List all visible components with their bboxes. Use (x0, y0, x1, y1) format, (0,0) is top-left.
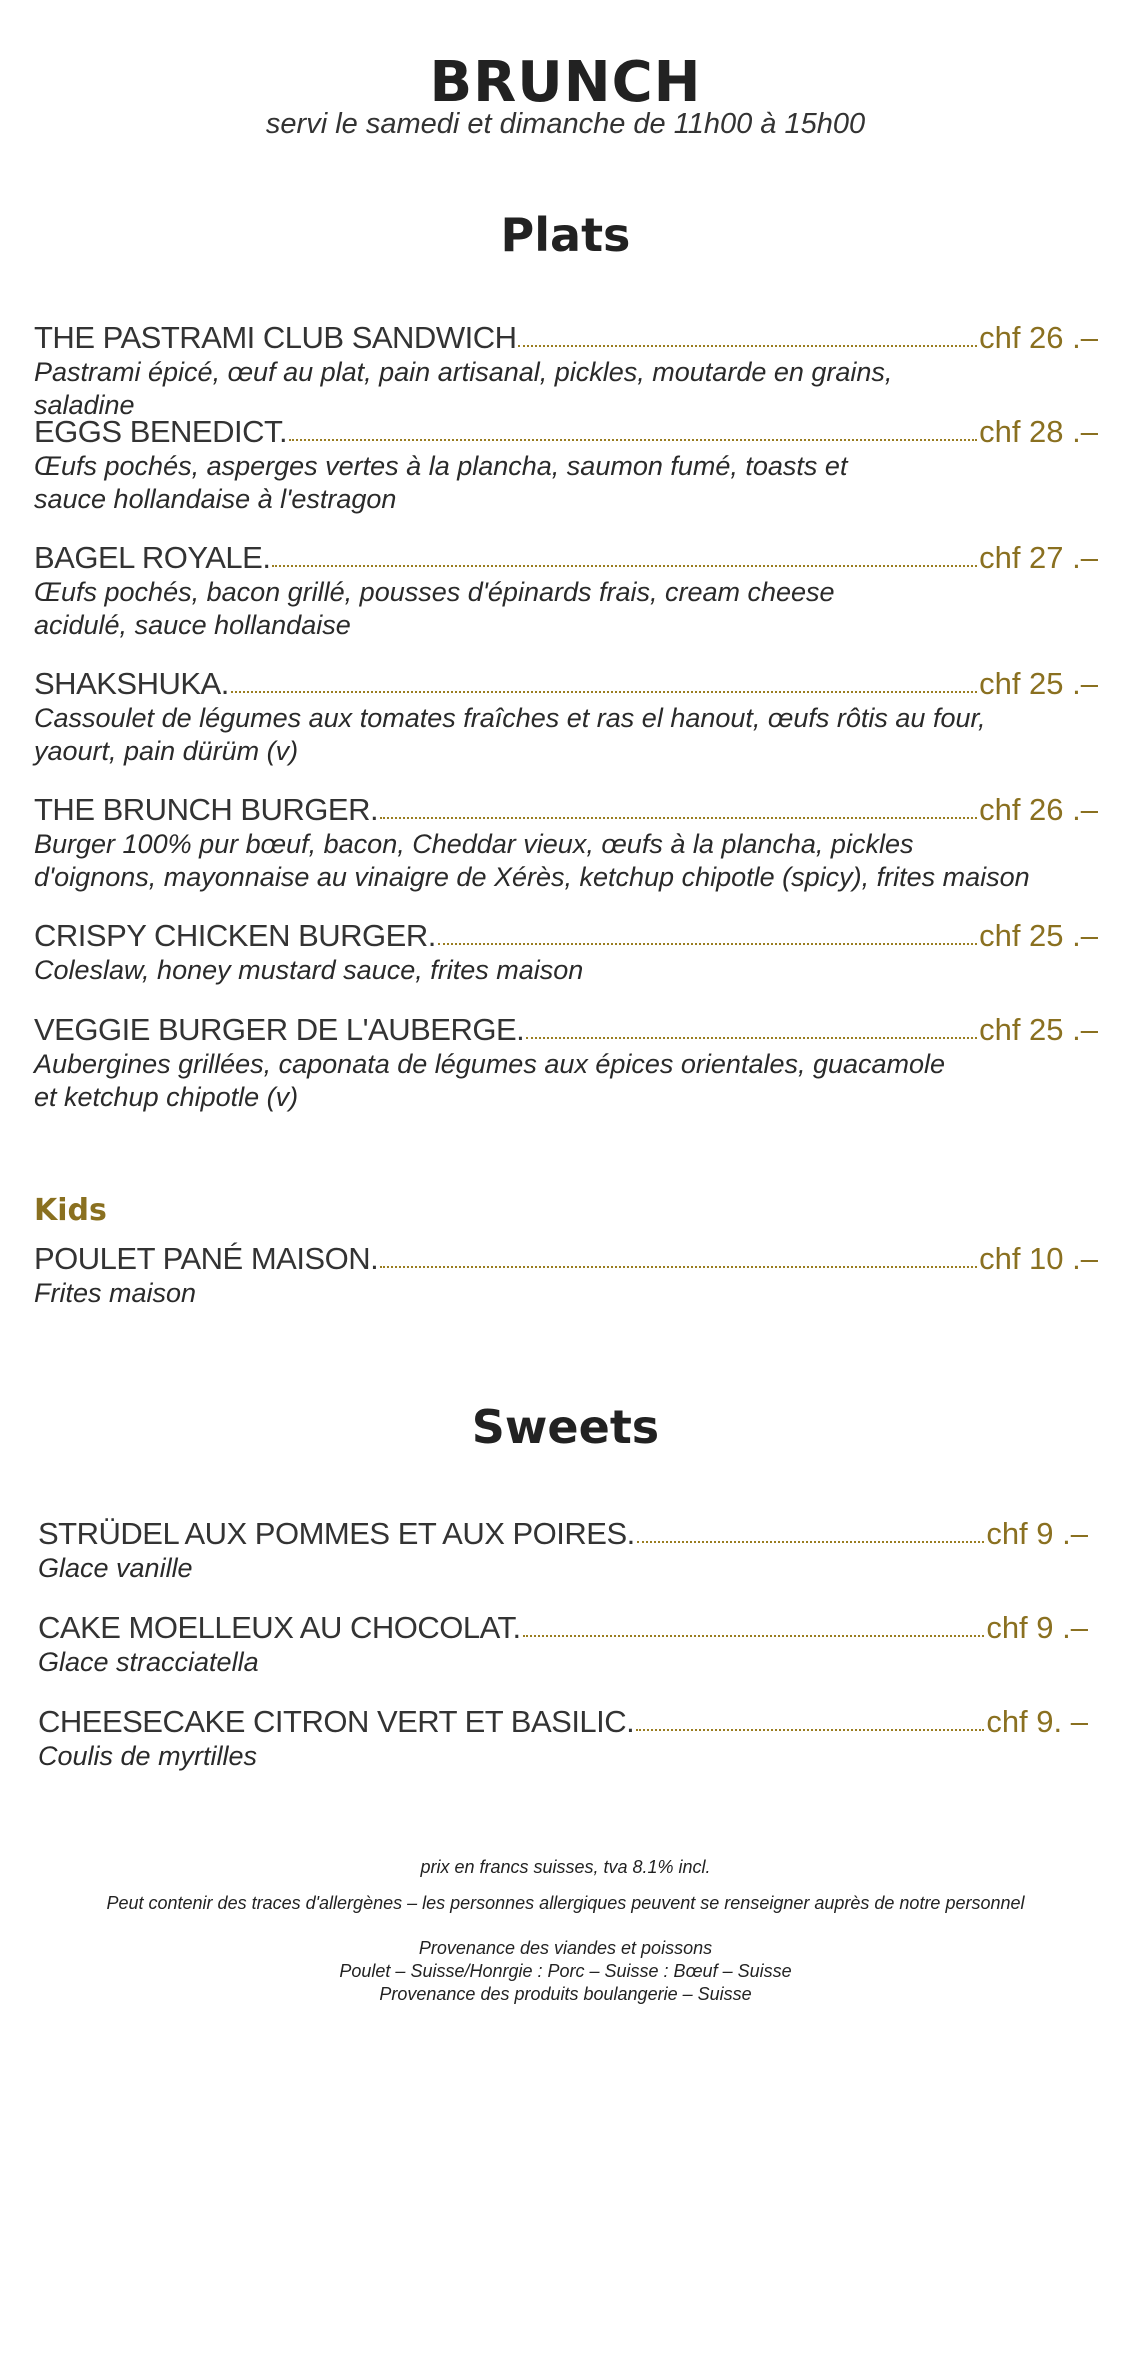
prices-note: prix en francs suisses, tva 8.1% incl. (420, 1857, 711, 1877)
section-title-kids: Kids (34, 1193, 107, 1228)
item-name: SHAKSHUKA. (34, 666, 229, 701)
leader-dots (289, 438, 977, 441)
leader-dots (231, 690, 977, 693)
item-description: Glace vanille (38, 1553, 193, 1583)
menu-item (34, 410, 1098, 516)
section-title-plats: Plats (500, 208, 631, 262)
menu-item (34, 1237, 1098, 1310)
item-description: Coulis de myrtilles (38, 1741, 258, 1771)
item-price: chf 25 .– (979, 666, 1098, 701)
item-name: THE PASTRAMI CLUB SANDWICH (34, 320, 517, 355)
item-price: chf 27 .– (979, 540, 1098, 575)
item-price: chf 9 .– (986, 1610, 1088, 1645)
menu-item (38, 1606, 1088, 1679)
menu-subtitle: servi le samedi et dimanche de 11h00 à 15h00 (265, 108, 866, 140)
item-description: Œufs pochés, bacon grillé, pousses d'épinards frais, cream cheese acidulé, sauce hollandaise (34, 577, 835, 640)
leader-dots (526, 1036, 977, 1039)
origin-block (0, 1937, 1131, 2006)
item-price: chf 26 .– (979, 792, 1098, 827)
item-price: chf 25 .– (979, 1012, 1098, 1047)
item-name: BAGEL ROYALE. (34, 540, 271, 575)
item-name: VEGGIE BURGER DE L'AUBERGE. (34, 1012, 525, 1047)
menu-item (34, 536, 1098, 642)
item-description: Frites maison (34, 1278, 197, 1308)
menu-item (34, 914, 1098, 987)
item-price: chf 26 .– (979, 320, 1098, 355)
menu-item (34, 1008, 1098, 1114)
item-price: chf 28 .– (979, 414, 1098, 449)
section-title-sweets: Sweets (471, 1400, 660, 1454)
allergens-note: Peut contenir des traces d'allergènes – les personnes allergiques peuvent se renseigner auprès de notre personnel (106, 1893, 1025, 1913)
leader-dots (380, 816, 977, 819)
item-description: Glace stracciatella (38, 1647, 259, 1677)
menu-title: BRUNCH (429, 50, 702, 115)
item-name: STRÜDEL AUX POMMES ET AUX POIRES. (38, 1516, 635, 1551)
item-price: chf 25 .– (979, 918, 1098, 953)
leader-dots (637, 1540, 985, 1543)
item-name: CRISPY CHICKEN BURGER. (34, 918, 436, 953)
menu-item (34, 662, 1098, 768)
item-description: Pastrami épicé, œuf au plat, pain artisanal, pickles, moutarde en grains, saladine (34, 357, 893, 420)
item-description: Aubergines grillées, caponata de légumes aux épices orientales, guacamole et ketchup chipotle (v) (34, 1049, 946, 1112)
item-price: chf 9 .– (986, 1516, 1088, 1551)
leader-dots (438, 942, 977, 945)
leader-dots (636, 1728, 984, 1731)
item-name: EGGS BENEDICT. (34, 414, 288, 449)
leader-dots (518, 344, 977, 347)
item-description: Burger 100% pur bœuf, bacon, Cheddar vieux, œufs à la plancha, pickles d'oignons, mayonnaise au vinaigre de Xérès, ketchup chipotle (spicy), frites maison (34, 829, 1030, 892)
menu-item (34, 316, 1098, 422)
item-name: POULET PANÉ MAISON. (34, 1241, 379, 1276)
origin-bakery: Provenance des produits boulangerie – Suisse (379, 1984, 752, 2004)
item-description: Œufs pochés, asperges vertes à la plancha, saumon fumé, toasts et sauce hollandaise à l'estragon (34, 451, 848, 514)
origin-title: Provenance des viandes et poissons (418, 1938, 713, 1958)
origin-meats: Poulet – Suisse/Honrgie : Porc – Suisse : Bœuf – Suisse (339, 1961, 792, 1981)
leader-dots (272, 564, 977, 567)
item-description: Coleslaw, honey mustard sauce, frites maison (34, 955, 584, 985)
menu-item (38, 1700, 1088, 1773)
menu-item (34, 788, 1098, 894)
item-name: CHEESECAKE CITRON VERT ET BASILIC. (38, 1704, 635, 1739)
item-name: THE BRUNCH BURGER. (34, 792, 379, 827)
item-price: chf 10 .– (979, 1241, 1098, 1276)
item-description: Cassoulet de légumes aux tomates fraîches et ras el hanout, œufs rôtis au four, yaourt, pain dürüm (v) (34, 703, 986, 766)
leader-dots (380, 1265, 977, 1268)
item-price: chf 9. – (986, 1704, 1088, 1739)
menu-item (38, 1512, 1088, 1585)
item-name: CAKE MOELLEUX AU CHOCOLAT. (38, 1610, 521, 1645)
leader-dots (523, 1634, 985, 1637)
